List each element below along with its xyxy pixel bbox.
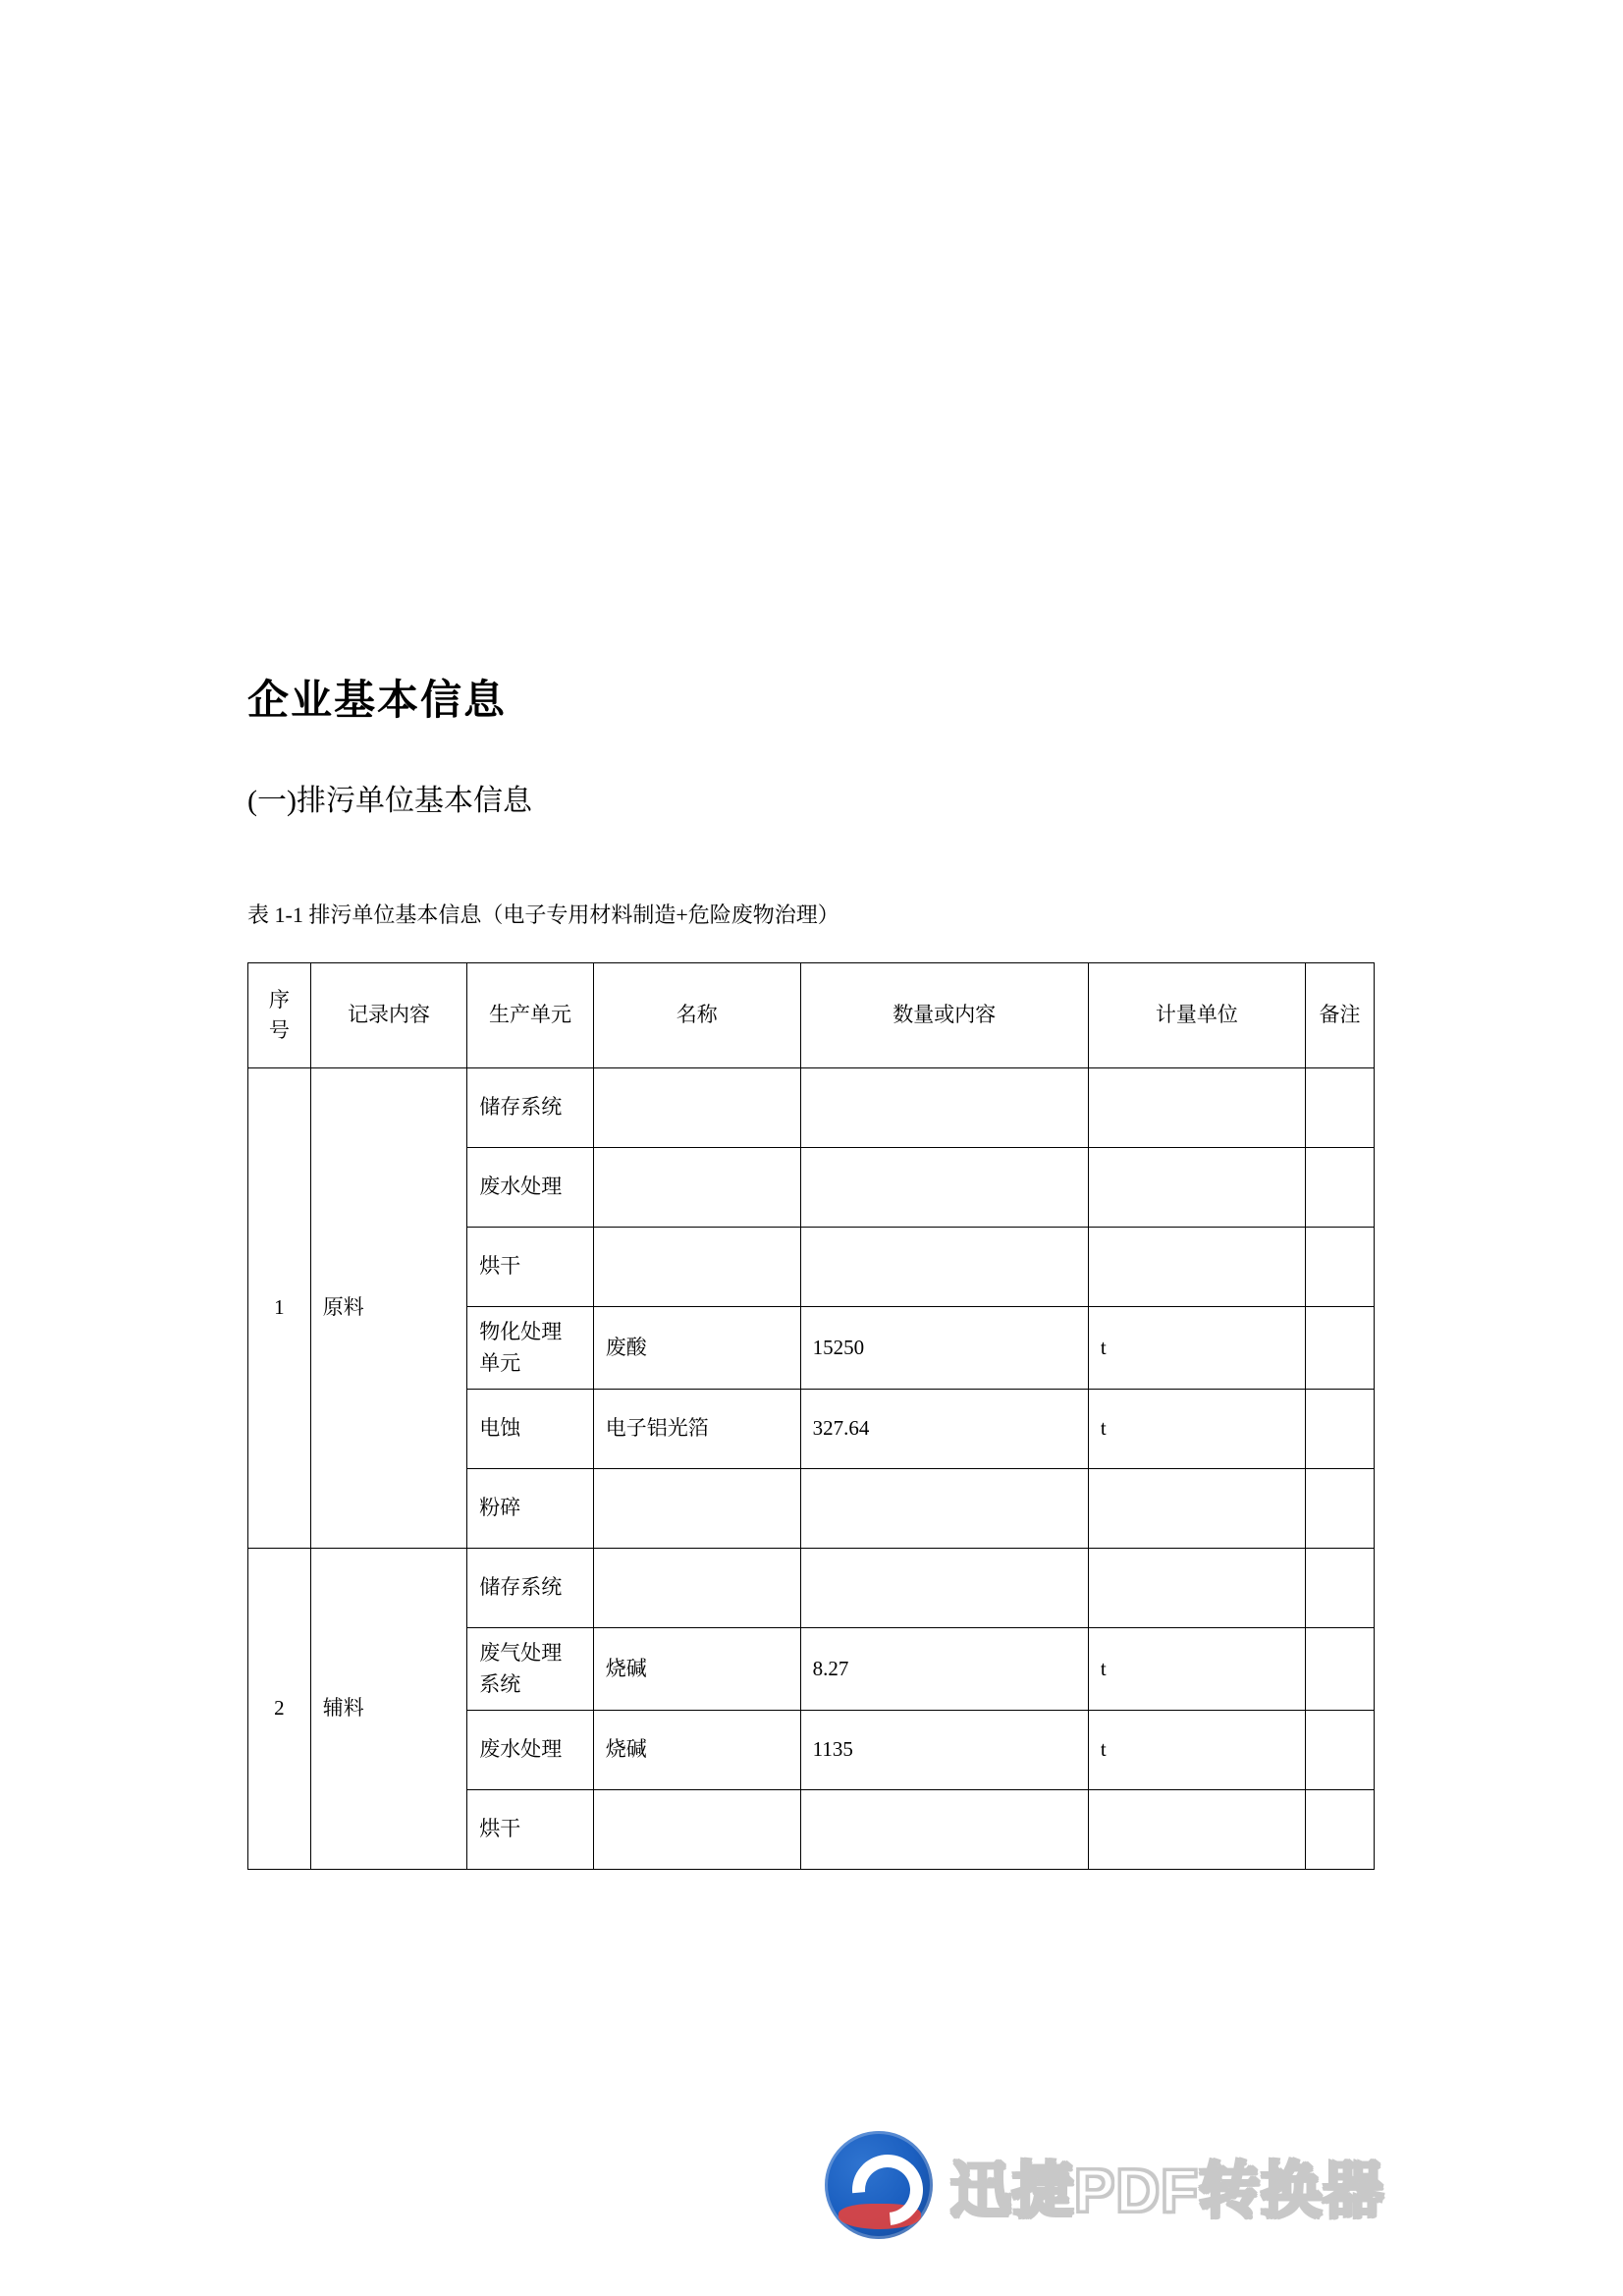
table-body [248,1068,1375,1870]
cell-measure [1088,1068,1305,1148]
cell-quantity: 8.27 [800,1628,1088,1711]
cell-unit: 废气处理系统 [467,1628,594,1711]
row-record-content: 原料 [310,1068,466,1549]
cell-measure: t [1088,1711,1305,1790]
cell-quantity [800,1228,1088,1307]
row-record-content: 辅料 [310,1549,466,1870]
cell-name: 废酸 [593,1307,800,1390]
cell-measure: t [1088,1307,1305,1390]
cell-note [1305,1390,1374,1469]
cell-quantity: 327.64 [800,1390,1088,1469]
cell-measure [1088,1228,1305,1307]
cell-note [1305,1549,1374,1628]
cell-name [593,1549,800,1628]
cell-note [1305,1307,1374,1390]
table-header [248,963,1375,1068]
xunjie-logo-icon [825,2131,933,2239]
watermark [825,2126,1512,2244]
cell-note [1305,1469,1374,1549]
cell-name: 电子铝光箔 [593,1390,800,1469]
cell-name [593,1469,800,1549]
cell-name [593,1068,800,1148]
cell-unit: 废水处理 [467,1711,594,1790]
column-header-name: 名称 [593,963,800,1068]
column-header-unit: 生产单元 [467,963,594,1068]
page-title: 企业基本信息 [247,677,508,723]
table-header-row [248,963,1375,1068]
cell-unit: 储存系统 [467,1068,594,1148]
cell-note [1305,1628,1374,1711]
cell-measure: t [1088,1390,1305,1469]
watermark-text: 迅捷PDF转换器 [950,2157,1385,2225]
cell-quantity [800,1790,1088,1870]
table-row [248,1068,1375,1148]
cell-measure [1088,1790,1305,1870]
cell-note [1305,1148,1374,1228]
section-heading: (一)排污单位基本信息 [247,785,532,817]
row-no: 2 [248,1549,311,1870]
table-caption: 表 1-1 排污单位基本信息（电子专用材料制造+危险废物治理） [247,902,839,927]
cell-name: 烧碱 [593,1711,800,1790]
cell-note [1305,1711,1374,1790]
column-header-no: 序号 [248,963,311,1068]
cell-measure [1088,1148,1305,1228]
cell-unit: 储存系统 [467,1549,594,1628]
column-header-quantity: 数量或内容 [800,963,1088,1068]
cell-unit: 烘干 [467,1228,594,1307]
basic-info-table [247,962,1375,1870]
cell-note [1305,1228,1374,1307]
cell-quantity [800,1469,1088,1549]
cell-unit: 粉碎 [467,1469,594,1549]
cell-measure: t [1088,1628,1305,1711]
cell-name [593,1148,800,1228]
cell-name [593,1790,800,1870]
cell-unit: 电蚀 [467,1390,594,1469]
cell-measure [1088,1469,1305,1549]
cell-quantity: 1135 [800,1711,1088,1790]
cell-name [593,1228,800,1307]
cell-name: 烧碱 [593,1628,800,1711]
cell-quantity [800,1148,1088,1228]
column-header-note: 备注 [1305,963,1374,1068]
cell-quantity [800,1068,1088,1148]
cell-quantity: 15250 [800,1307,1088,1390]
cell-note [1305,1790,1374,1870]
cell-unit: 废水处理 [467,1148,594,1228]
cell-unit: 物化处理单元 [467,1307,594,1390]
cell-measure [1088,1549,1305,1628]
row-no: 1 [248,1068,311,1549]
cell-note [1305,1068,1374,1148]
cell-quantity [800,1549,1088,1628]
column-header-measure: 计量单位 [1088,963,1305,1068]
table-row [248,1549,1375,1628]
column-header-record: 记录内容 [310,963,466,1068]
cell-unit: 烘干 [467,1790,594,1870]
